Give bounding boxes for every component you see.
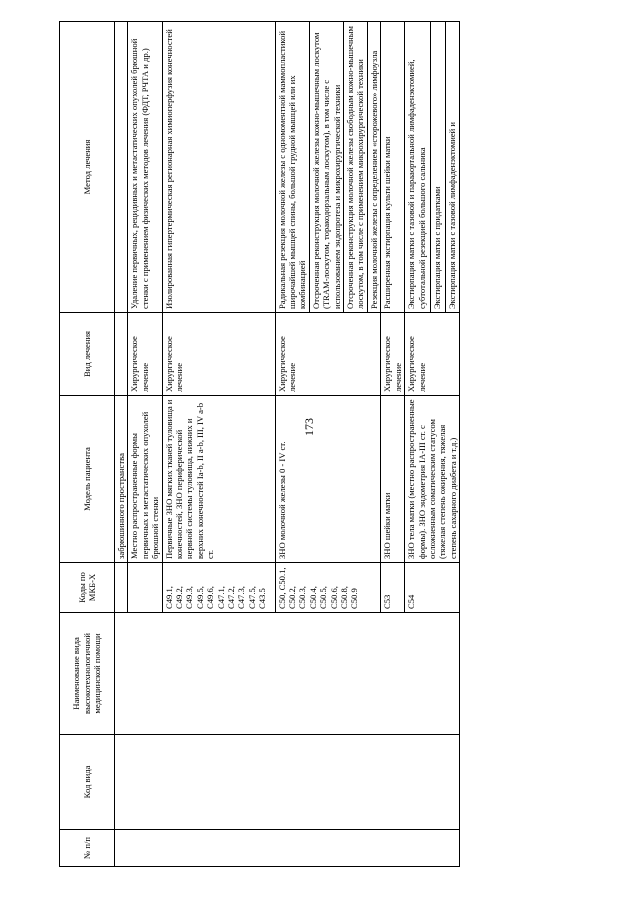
cell-mkb: C54 <box>405 563 460 613</box>
header-code: Код вида <box>60 735 115 830</box>
cell-model: ЗНО шейки матки <box>381 396 405 563</box>
cell-mkb: C50, C50.1, C50.2, C50.3, C50.4, C50.5, C50.6, C50.8, C50.9 <box>275 563 381 613</box>
cell-mkb: C49.1, C49.2, C49.3, C49.5, C49.6, C47.1, C47.2, C47.3, C47.5, C43.5 <box>162 563 275 613</box>
cell-model: ЗНО тела матки (местно распространенные формы). ЗНО эндометрия IA-III ст. с осложненным соматическим статусом (тяжелая степень ожирения, тяжелая степень сахарного диабета и т.д.) <box>405 396 460 563</box>
cell-mkb <box>115 563 128 613</box>
cell-method: Резекция молочной железы с определением «сторожевого» лимфоузла <box>367 22 380 313</box>
header-type: Вид лечения <box>60 313 115 396</box>
cell-method: Экстирпация матки с тазовой лимфаденэктомией и <box>445 22 460 313</box>
page-number: 173 <box>302 418 316 436</box>
cell-method: Экстирпация матки с придатками <box>430 22 445 313</box>
cell-method: Расширенная экстирпация культи шейки матки <box>381 22 405 313</box>
rotated-table-sheet <box>59 22 614 867</box>
cell-name <box>115 613 460 735</box>
cell-type: Хирургическое лечение <box>128 313 162 396</box>
cell-method <box>115 22 128 313</box>
cell-type: Хирургическое лечение <box>162 313 275 396</box>
cell-type: Хирургическое лечение <box>275 313 381 396</box>
treatment-table <box>59 21 460 867</box>
cell-method: Отсроченная реконструкция молочной железы свободным кожно-мышечным лоскутом, в том числе с применением микрохирургической техники <box>344 22 368 313</box>
header-model: Модель пациента <box>60 396 115 563</box>
cell-method: Удаление первичных, рецидивных и метастатических опухолей брюшной стенки с применением физических методов лечения (ФДТ, РЧТА и др.) <box>128 22 162 313</box>
table-header-row <box>60 22 115 867</box>
header-method: Метод лечения <box>60 22 115 313</box>
cell-method: Изолированная гипертермическая регионарная химиоперфузия конечностей <box>162 22 275 313</box>
cell-model: Первичные ЗНО мягких тканей туловища и конечностей, ЗНО периферической нервной системы туловища, нижних и верхних конечностей Ia-b, II a-b, III, IV a-b ст. <box>162 396 275 563</box>
cell-method: Экстирпация матки с тазовой и парааортальной лимфаденэктомией, субтотальной резекцией большого сальника <box>405 22 431 313</box>
header-num: № п/п <box>60 830 115 867</box>
header-mkb: Коды по МКБ-Х <box>60 563 115 613</box>
cell-code <box>115 735 460 830</box>
cell-num <box>115 830 460 867</box>
table-row <box>115 22 128 867</box>
cell-method: Отсроченная реконструкция молочной железы кожно-мышечным лоскутом (TRAM-лоскутом, торакодорзальным лоскутом), в том числе с использованием эндопротеза и микрохирургической техники <box>309 22 343 313</box>
cell-model: ЗНО молочной железы 0 - IV ст. <box>275 396 381 563</box>
cell-model: Местно распространенные формы первичных и метастатических опухолей брюшной стенки <box>128 396 162 563</box>
cell-mkb: C53 <box>381 563 405 613</box>
cell-method: Радикальная резекция молочной железы с одномоментной маммопластикой широчайшей мышцей спины, большой грудной мышцей или их комбинацией <box>275 22 309 313</box>
cell-type: Хирургическое лечение <box>405 313 460 396</box>
cell-mkb <box>128 563 162 613</box>
cell-type: Хирургическое лечение <box>381 313 405 396</box>
header-name: Наименование вида высокотехнологичной медицинской помощи <box>60 613 115 735</box>
cell-model: забрюшинного пространства <box>115 396 128 563</box>
cell-type <box>115 313 128 396</box>
